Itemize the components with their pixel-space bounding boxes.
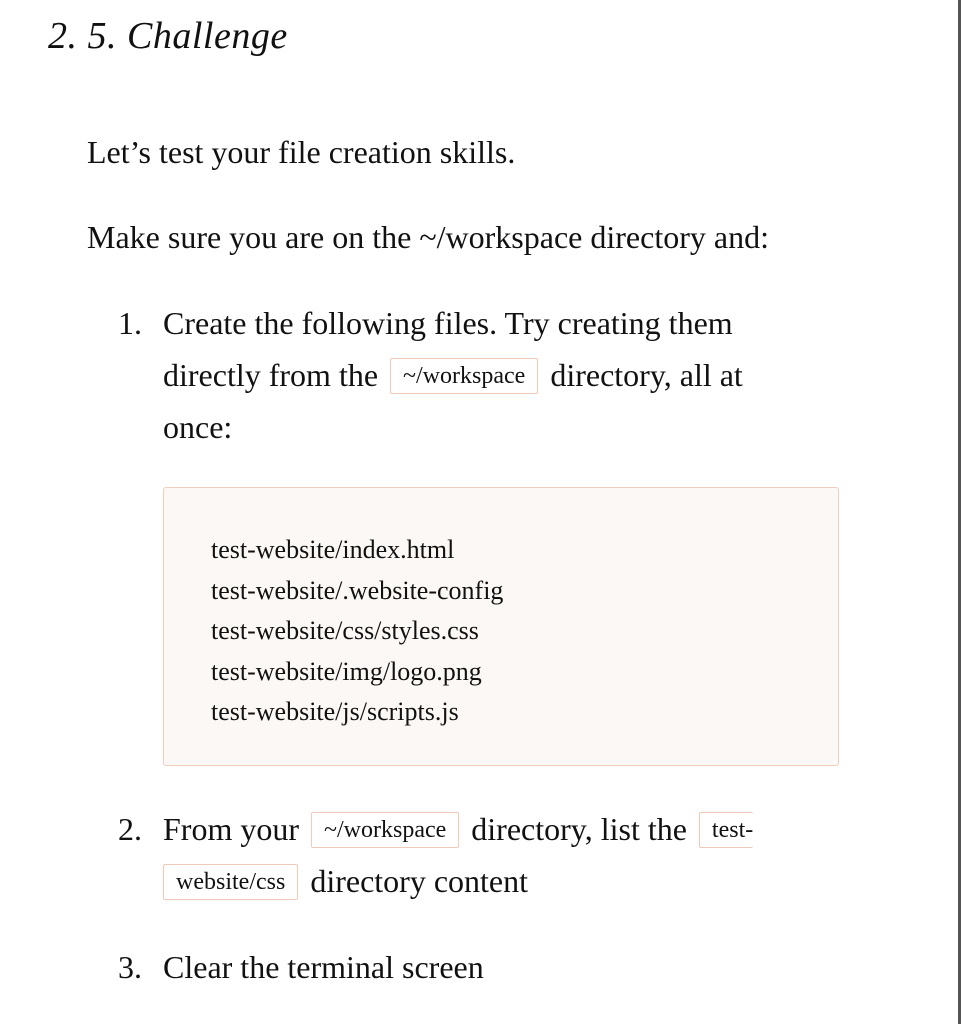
inline-code-workspace: ~/workspace	[311, 812, 459, 848]
code-line: test-website/js/scripts.js	[211, 697, 459, 726]
code-block	[163, 487, 839, 766]
list-item-step-2	[118, 803, 818, 913]
code-line: test-website/css/styles.css	[211, 616, 479, 645]
inline-code-test-website-css-start: test-	[699, 812, 753, 848]
step-2-text-before: From your	[163, 811, 299, 847]
list-item-text	[163, 941, 823, 993]
list-item-step-1	[118, 297, 818, 457]
code-block-lines	[211, 530, 503, 733]
list-number: 1.	[118, 305, 142, 341]
list-item-text	[163, 297, 823, 453]
code-line: test-website/.website-config	[211, 575, 504, 605]
code-line: test-website/index.html	[211, 535, 455, 564]
step-1-text-before: directly from the	[163, 357, 379, 393]
step-2-line-1	[163, 803, 823, 855]
step-3-line-1: Clear the terminal screen	[163, 949, 484, 985]
step-2-text-middle: directory, list the	[471, 811, 687, 847]
step-2-text-after: directory content	[310, 863, 528, 899]
list-item-step-3	[118, 941, 818, 993]
section-heading: 2. 5. Challenge	[48, 15, 288, 57]
inline-code-test-website-css-end: website/css	[163, 864, 298, 900]
step-1-line-3: once:	[163, 409, 233, 445]
step-1-line-1: Create the following files. Try creating them	[163, 305, 733, 341]
instruction-paragraph: Make sure you are on the ~/workspace directory and:	[87, 219, 769, 255]
step-1-line-2	[163, 349, 823, 401]
step-1-text-after: directory, all at	[550, 357, 743, 393]
code-line: test-website/img/logo.png	[211, 656, 482, 686]
list-number: 2.	[118, 811, 142, 847]
step-2-line-2	[163, 855, 823, 907]
inline-code-workspace: ~/workspace	[390, 358, 538, 394]
list-item-text	[163, 803, 823, 907]
intro-paragraph: Let’s test your file creation skills.	[87, 134, 516, 170]
list-number: 3.	[118, 949, 142, 985]
